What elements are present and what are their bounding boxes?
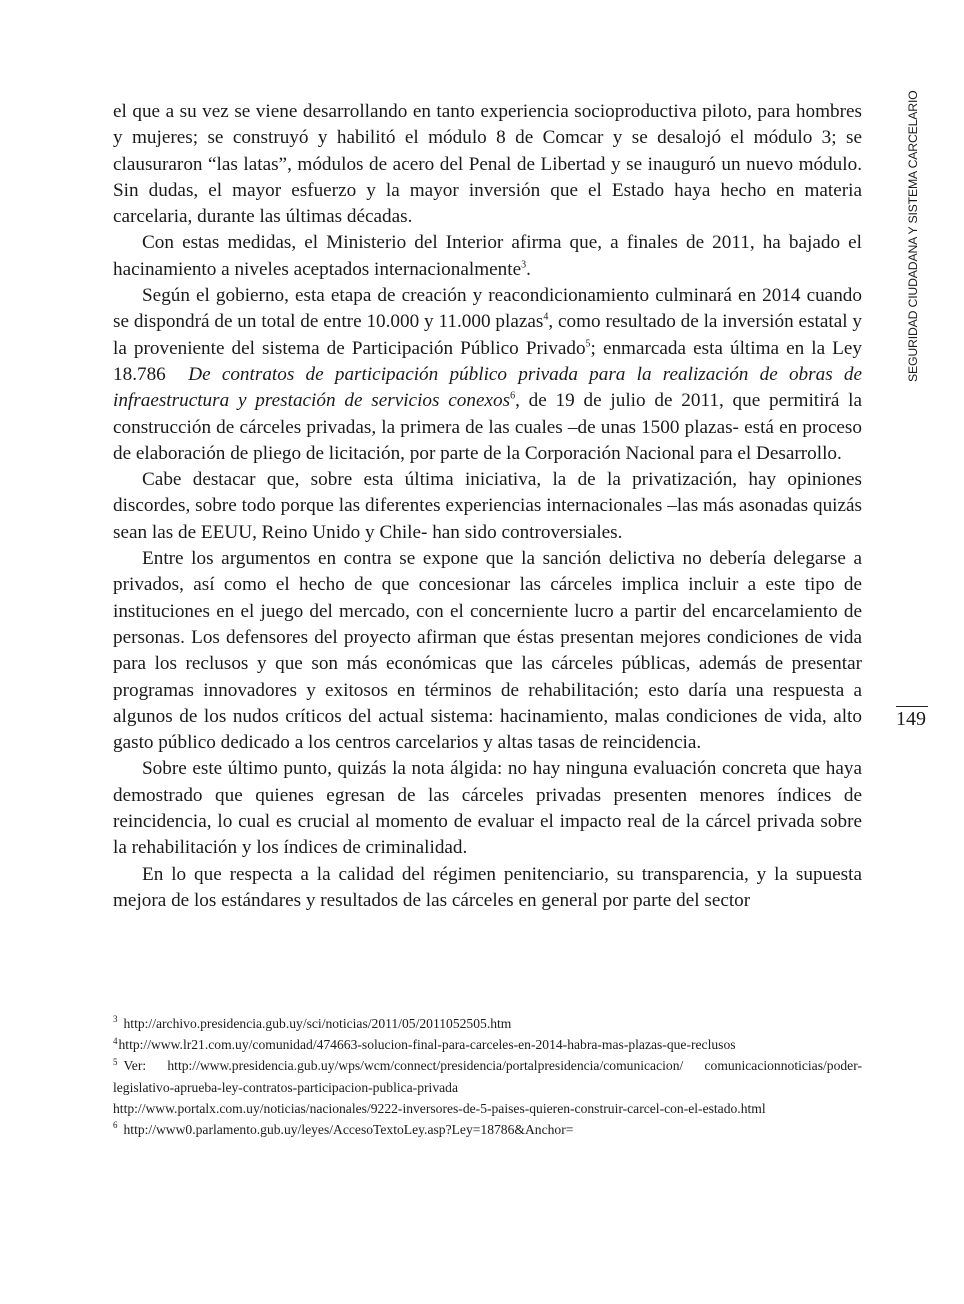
footnote-4-link[interactable]: http://www.lr21.com.uy/comunidad/474663-solucion-final-para-carceles-en-2014-habra-mas-plazas-que-reclusos <box>118 1037 736 1053</box>
footnote-5-link[interactable]: Ver: http://www.presidencia.gub.uy/wps/wcm/connect/presidencia/portalpresidencia/comunicacion/ comunicacionnoticias/poder-legislativo-aprueba-ley-contratos-participacion-publica-privada <box>113 1058 862 1095</box>
footnote-5 <box>113 1055 862 1097</box>
paragraph-3-text-d: , de 19 de julio de 2011, que permitirá la construcción de cárceles privadas, la primera de las cuales –de unas 1500 plazas- está en proceso de elaboración de pliego de licitación, por parte de la Corporación Nacional para el Desarrollo. <box>113 390 862 464</box>
paragraph-4: Cabe destacar que, sobre esta última iniciativa, la de la privatización, hay opiniones discordes, sobre todo porque las diferentes experiencias internacionales –las más asonadas quizás sean las de EEUU, Reino Unido y Chile- han sido controversiales. <box>113 469 862 543</box>
footnote-ref-3[interactable]: 3 <box>521 259 527 271</box>
paragraph-3 <box>113 283 867 467</box>
footnote-6-number: 6 <box>113 1120 118 1131</box>
paragraph-5: Entre los argumentos en contra se expone que la sanción delictiva no debería delegarse a privados, así como el hecho de que concesionar las cárceles implica incluir a este tipo de instituciones en el juego del mercado, con el concerniente lucro a partir del encarcelamiento de personas. Los defensores del proyecto afirman que éstas presentan mejores condiciones de vida para los reclusos y que son más económicas que las cárceles públicas, además de presentar programas innovadores y exitosos en términos de rehabilitación; esto daría una respuesta a algunos de los nudos críticos del actual sistema: hacinamiento, malas condiciones de vida, alto gasto público dedicado a los centros carcelarios y altas tasas de reincidencia. <box>113 548 862 754</box>
footnote-4 <box>113 1034 862 1055</box>
paragraph-1: el que a su vez se viene desarrollando en tanto experiencia socioproductiva piloto, para hombres y mujeres; se construyó y habilitó el módulo 8 de Comcar y se desalojó el módulo 3; se clausuraron “las latas”, módulos de acero del Penal de Libertad y se inauguró un nuevo módulo. Sin dudas, el mayor esfuerzo y la mayor inversión que el Estado haya hecho en materia carcelaria, durante las últimas décadas. <box>113 101 862 228</box>
footnote-ref-6[interactable]: 6 <box>510 390 516 402</box>
body-text <box>113 99 867 914</box>
footnote-5-extra-link[interactable]: http://www.portalx.com.uy/noticias/nacionales/9222-inversores-de-5-paises-quieren-construir-carcel-con-el-estado.html <box>113 1100 766 1116</box>
page-number: 149 <box>896 708 926 730</box>
footnote-ref-5[interactable]: 5 <box>585 338 591 350</box>
running-header: SEGURIDAD CIUDADANA Y SISTEMA CARCELARIO <box>906 90 920 382</box>
footnote-5-number: 5 <box>113 1056 118 1067</box>
paragraph-3-text-b: , como resultado de la inversión estatal y la proveniente del sistema de Participación Público Privado <box>113 311 862 359</box>
law-title: De contratos de participación público privada para la realización de obras de infraestructura y prestación de servicios conexos <box>113 363 862 412</box>
footnote-3-link[interactable]: http://archivo.presidencia.gub.uy/sci/noticias/2011/05/2011052505.htm <box>123 1016 512 1031</box>
page-number-rule <box>896 706 928 707</box>
paragraph-3-text-c: ; enmarcada esta última en la Ley 18.786 <box>113 337 867 385</box>
footnote-6-link[interactable]: http://www0.parlamento.gub.uy/leyes/AccesoTextoLey.asp?Ley=18786&Anchor= <box>123 1122 574 1138</box>
footnote-4-number: 4 <box>113 1035 118 1046</box>
paragraph-3-text-a: Según el gobierno, esta etapa de creación y reacondicionamiento culminará en 2014 cuando se dispondrá de un total de entre 10.000 y 11.000 plazas <box>113 285 862 333</box>
paragraph-6: Sobre este último punto, quizás la nota álgida: no hay ninguna evaluación concreta que haya demostrado que quienes egresan de las cárceles privadas presenten menores índices de reincidencia, lo cual es crucial al momento de evaluar el impacto real de la cárcel privada sobre la rehabilitación y los índices de criminalidad. <box>113 758 862 859</box>
footnote-3 <box>113 1013 862 1034</box>
paragraph-2 <box>113 230 862 283</box>
paragraph-2-end: . <box>526 258 531 280</box>
paragraph-2-text: Con estas medidas, el Ministerio del Interior afirma que, a finales de 2011, ha bajado el hacinamiento a niveles aceptados internacionalmente <box>113 232 862 280</box>
footnote-ref-4[interactable]: 4 <box>543 311 549 323</box>
footnote-6 <box>113 1119 862 1140</box>
footnote-3-number: 3 <box>113 1014 118 1025</box>
footnotes <box>113 1013 862 1140</box>
paragraph-7: En lo que respecta a la calidad del régimen penitenciario, su transparencia, y la supuesta mejora de los estándares y resultados de las cárceles en general por parte del sector <box>113 863 862 911</box>
footnote-5-extra <box>113 1098 862 1119</box>
